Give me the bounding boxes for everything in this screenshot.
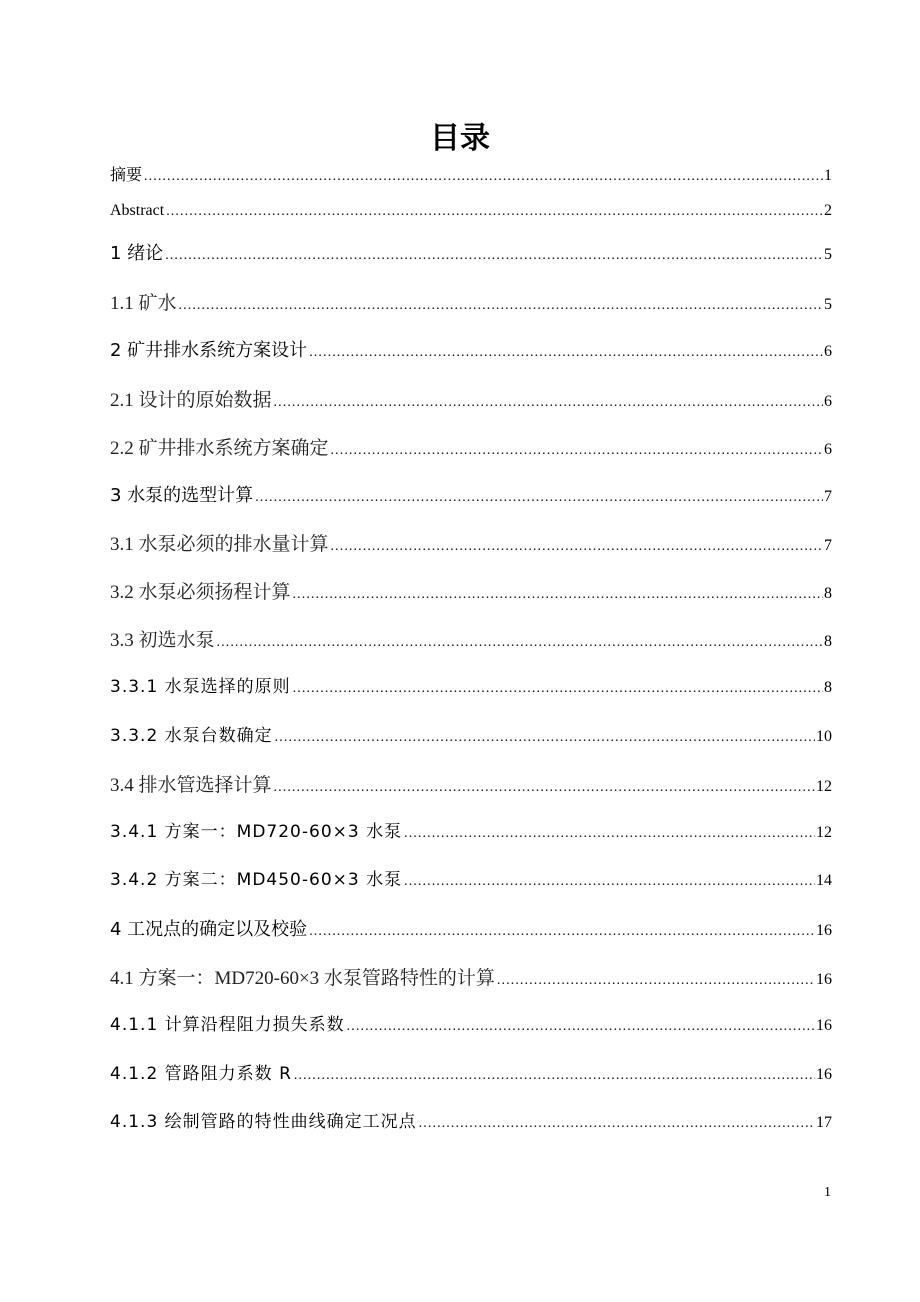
toc-entry-page: 8 (824, 679, 832, 696)
toc-entry-label: 3.3 初选水泵 (110, 630, 215, 651)
toc-entry-label: 3.3.2 水泵台数确定 (110, 726, 273, 746)
toc-leader-dots (404, 875, 815, 889)
toc-entry-label: 1 绪论 (110, 243, 164, 264)
toc-entry-label: 3.1 水泵必须的排水量计算 (110, 534, 329, 555)
toc-leader-dots (293, 588, 823, 602)
toc-leader-dots (331, 444, 823, 458)
toc-entry[interactable] (110, 535, 832, 554)
page-number: 1 (824, 1185, 831, 1200)
toc-entry-page: 14 (816, 872, 832, 889)
toc-leader-dots (331, 540, 823, 554)
toc-entry-label: 4.1 方案一：MD720-60×3 水泵管路特性的计算 (110, 968, 495, 989)
toc-entry[interactable] (110, 439, 832, 458)
toc-entry[interactable] (110, 921, 832, 939)
toc-entry-label: 3.3.1 水泵选择的原则 (110, 677, 291, 697)
toc-entry-label: 1.1 矿水 (110, 293, 177, 314)
toc-entry-label: 摘要 (110, 167, 143, 184)
toc-entry-page: 10 (816, 728, 832, 745)
toc-leader-dots (217, 636, 823, 650)
toc-entry[interactable] (110, 487, 832, 505)
toc-leader-dots (165, 249, 823, 263)
toc-entry-page: 2 (824, 202, 832, 219)
toc-entry[interactable] (110, 342, 832, 360)
toc-entry[interactable] (110, 969, 832, 988)
toc-entry-page: 16 (816, 971, 832, 988)
toc-entry[interactable] (110, 824, 832, 841)
toc-leader-dots (347, 1020, 815, 1034)
toc-entry-label: 4 工况点的确定以及校验 (110, 919, 308, 940)
toc-entry-page: 16 (816, 1066, 832, 1083)
toc-entry-page: 8 (824, 633, 832, 650)
toc-entry-page: 6 (824, 393, 832, 410)
toc-entry-page: 6 (824, 441, 832, 458)
toc-entry-label: Abstract (110, 202, 165, 219)
toc-leader-dots (255, 491, 823, 505)
page-title: 目录 (430, 121, 490, 156)
toc-entry[interactable] (110, 872, 832, 889)
toc-entry[interactable] (110, 1066, 832, 1083)
toc-entry-label: 2.2 矿井排水系统方案确定 (110, 438, 329, 459)
toc-entry-label: 3.4.1 方案一：MD720-60×3 水泵 (110, 822, 403, 842)
toc-entry-label: 2.1 设计的原始数据 (110, 390, 272, 411)
toc-entry[interactable] (110, 294, 832, 313)
toc-leader-dots (274, 781, 815, 795)
toc-entry-label: 4.1.2 管路阻力系数 R (110, 1064, 292, 1084)
toc-leader-dots (404, 827, 815, 841)
toc-entry-page: 5 (824, 296, 832, 313)
toc-entry-label: 3.2 水泵必须扬程计算 (110, 582, 291, 603)
toc-leader-dots (293, 682, 823, 696)
toc-entry-label: 4.1.1 计算沿程阻力损失系数 (110, 1015, 345, 1035)
toc-leader-dots (275, 731, 815, 745)
toc-leader-dots (274, 396, 823, 410)
toc-entry-label: 4.1.3 绘制管路的特性曲线确定工况点 (110, 1112, 417, 1132)
toc-entry-page: 16 (816, 1017, 832, 1034)
toc-entry[interactable] (110, 631, 832, 650)
toc-leader-dots (294, 1069, 815, 1083)
toc-entry-page: 5 (824, 246, 832, 263)
toc-entry[interactable] (110, 583, 832, 602)
toc-leader-dots (309, 346, 823, 360)
toc-entry[interactable] (110, 245, 832, 263)
toc-entry[interactable] (110, 1114, 832, 1131)
toc-entry-page: 7 (824, 537, 832, 554)
toc-entry[interactable] (110, 679, 832, 696)
toc-entry-label: 2 矿井排水系统方案设计 (110, 340, 308, 361)
toc-entry-page: 8 (824, 585, 832, 602)
toc-entry-label: 3 水泵的选型计算 (110, 485, 254, 506)
toc-leader-dots (419, 1117, 815, 1131)
toc-entry-page: 12 (816, 778, 832, 795)
toc-entry-page: 7 (824, 488, 832, 505)
toc-leader-dots (309, 925, 815, 939)
toc-entry[interactable] (110, 728, 832, 745)
toc-entry-page: 1 (824, 167, 832, 184)
toc-entry[interactable] (110, 776, 832, 795)
toc-entry-page: 12 (816, 824, 832, 841)
toc-entry[interactable] (110, 203, 832, 219)
toc-leader-dots (144, 170, 823, 184)
toc-leader-dots (166, 205, 823, 219)
toc-entry-page: 6 (824, 343, 832, 360)
toc-entry[interactable] (110, 1017, 832, 1034)
toc-entry[interactable] (110, 168, 832, 184)
toc-entry-label: 3.4 排水管选择计算 (110, 775, 272, 796)
toc-leader-dots (179, 299, 823, 313)
toc-leader-dots (497, 974, 815, 988)
toc-entry[interactable] (110, 391, 832, 410)
toc-entry-label: 3.4.2 方案二：MD450-60×3 水泵 (110, 870, 403, 890)
toc-entry-page: 17 (816, 1114, 832, 1131)
toc-entry-page: 16 (816, 922, 832, 939)
